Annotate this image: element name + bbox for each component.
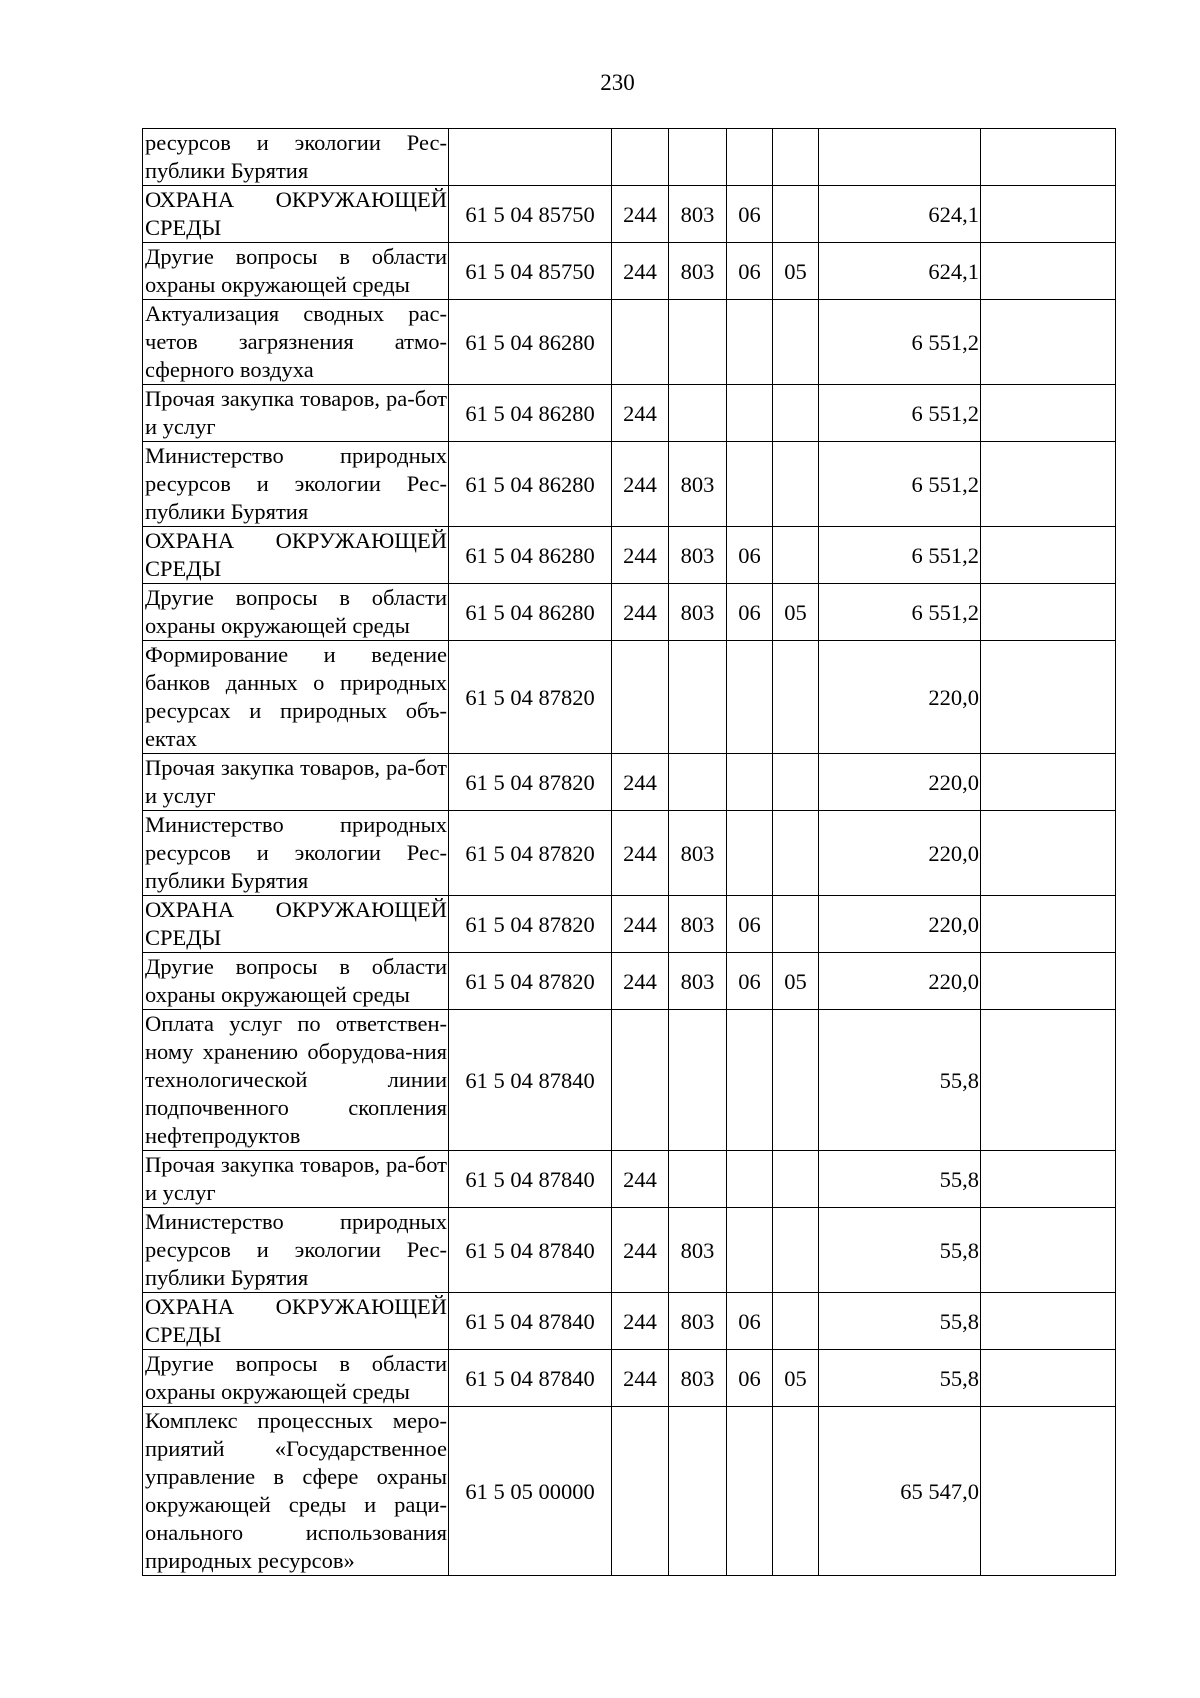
cell-ministry-code: 803 bbox=[669, 953, 727, 1010]
table-row bbox=[143, 300, 1116, 385]
cell-extra bbox=[981, 1010, 1116, 1151]
cell-section bbox=[727, 442, 773, 527]
table-row bbox=[143, 1151, 1116, 1208]
cell-subsection bbox=[773, 442, 819, 527]
cell-name bbox=[143, 1407, 449, 1576]
cell-subsection bbox=[773, 129, 819, 186]
cell-ministry-code: 803 bbox=[669, 1350, 727, 1407]
cell-ministry-code bbox=[669, 754, 727, 811]
cell-ministry-code bbox=[669, 385, 727, 442]
cell-extra bbox=[981, 1151, 1116, 1208]
cell-extra bbox=[981, 584, 1116, 641]
cell-extra bbox=[981, 1293, 1116, 1350]
cell-subsection: 05 bbox=[773, 953, 819, 1010]
table-row bbox=[143, 1293, 1116, 1350]
table-row bbox=[143, 584, 1116, 641]
cell-target-code: 61 5 04 87820 bbox=[449, 953, 612, 1010]
row-label: Другие вопросы в области охраны окружающей среды bbox=[145, 1351, 447, 1404]
cell-section bbox=[727, 1151, 773, 1208]
cell-ministry-code bbox=[669, 300, 727, 385]
cell-name bbox=[143, 1151, 449, 1208]
cell-subsection bbox=[773, 1407, 819, 1576]
page-number: 230 bbox=[600, 70, 635, 95]
cell-section bbox=[727, 1208, 773, 1293]
cell-expense-type: 244 bbox=[612, 385, 669, 442]
cell-subsection bbox=[773, 754, 819, 811]
cell-ministry-code: 803 bbox=[669, 896, 727, 953]
cell-amount: 220,0 bbox=[819, 754, 981, 811]
cell-subsection bbox=[773, 300, 819, 385]
table-row bbox=[143, 385, 1116, 442]
cell-expense-type: 244 bbox=[612, 442, 669, 527]
table-row bbox=[143, 641, 1116, 754]
table-row bbox=[143, 186, 1116, 243]
table-row bbox=[143, 1208, 1116, 1293]
cell-target-code: 61 5 04 86280 bbox=[449, 527, 612, 584]
cell-expense-type: 244 bbox=[612, 1293, 669, 1350]
cell-section: 06 bbox=[727, 896, 773, 953]
row-label: Прочая закупка товаров, ра-бот и услуг bbox=[145, 386, 447, 439]
cell-subsection bbox=[773, 1151, 819, 1208]
cell-name bbox=[143, 754, 449, 811]
table-row bbox=[143, 896, 1116, 953]
cell-name bbox=[143, 584, 449, 641]
cell-section: 06 bbox=[727, 953, 773, 1010]
cell-extra bbox=[981, 1350, 1116, 1407]
cell-subsection bbox=[773, 811, 819, 896]
cell-extra bbox=[981, 641, 1116, 754]
cell-name bbox=[143, 1010, 449, 1151]
cell-target-code: 61 5 04 87820 bbox=[449, 896, 612, 953]
cell-target-code: 61 5 04 87840 bbox=[449, 1293, 612, 1350]
table-row bbox=[143, 1407, 1116, 1576]
cell-extra bbox=[981, 129, 1116, 186]
cell-ministry-code bbox=[669, 1407, 727, 1576]
cell-name bbox=[143, 1293, 449, 1350]
table-row bbox=[143, 243, 1116, 300]
cell-expense-type bbox=[612, 641, 669, 754]
cell-target-code: 61 5 04 86280 bbox=[449, 385, 612, 442]
cell-extra bbox=[981, 754, 1116, 811]
cell-amount: 55,8 bbox=[819, 1208, 981, 1293]
cell-target-code: 61 5 04 87820 bbox=[449, 811, 612, 896]
cell-expense-type: 244 bbox=[612, 754, 669, 811]
cell-amount: 6 551,2 bbox=[819, 300, 981, 385]
cell-ministry-code bbox=[669, 641, 727, 754]
cell-expense-type: 244 bbox=[612, 243, 669, 300]
cell-target-code: 61 5 04 87840 bbox=[449, 1010, 612, 1151]
cell-extra bbox=[981, 953, 1116, 1010]
row-label: ОХРАНА ОКРУЖАЮЩЕЙ СРЕДЫ bbox=[145, 528, 447, 581]
cell-ministry-code: 803 bbox=[669, 186, 727, 243]
cell-target-code: 61 5 05 00000 bbox=[449, 1407, 612, 1576]
cell-ministry-code: 803 bbox=[669, 811, 727, 896]
cell-amount: 220,0 bbox=[819, 811, 981, 896]
cell-name bbox=[143, 442, 449, 527]
row-label: Министерство природных ресурсов и экологии Рес-публики Бурятия bbox=[145, 812, 447, 893]
cell-target-code: 61 5 04 85750 bbox=[449, 243, 612, 300]
cell-subsection bbox=[773, 186, 819, 243]
row-label: Прочая закупка товаров, ра-бот и услуг bbox=[145, 755, 447, 808]
table-row bbox=[143, 442, 1116, 527]
cell-expense-type: 244 bbox=[612, 527, 669, 584]
cell-amount: 624,1 bbox=[819, 243, 981, 300]
cell-section bbox=[727, 300, 773, 385]
cell-extra bbox=[981, 811, 1116, 896]
cell-extra bbox=[981, 385, 1116, 442]
cell-subsection bbox=[773, 1010, 819, 1151]
table-row bbox=[143, 953, 1116, 1010]
row-label: Министерство природных ресурсов и экологии Рес-публики Бурятия bbox=[145, 443, 447, 524]
row-label: ОХРАНА ОКРУЖАЮЩЕЙ СРЕДЫ bbox=[145, 1294, 447, 1347]
cell-name bbox=[143, 385, 449, 442]
cell-subsection bbox=[773, 1208, 819, 1293]
cell-name bbox=[143, 811, 449, 896]
cell-ministry-code: 803 bbox=[669, 584, 727, 641]
table-row bbox=[143, 811, 1116, 896]
cell-name bbox=[143, 186, 449, 243]
row-label: Другие вопросы в области охраны окружающей среды bbox=[145, 585, 447, 638]
cell-amount: 55,8 bbox=[819, 1293, 981, 1350]
cell-name bbox=[143, 129, 449, 186]
table-body bbox=[143, 129, 1116, 1576]
cell-amount: 55,8 bbox=[819, 1151, 981, 1208]
cell-amount: 6 551,2 bbox=[819, 385, 981, 442]
cell-section: 06 bbox=[727, 186, 773, 243]
cell-expense-type: 244 bbox=[612, 1151, 669, 1208]
cell-expense-type: 244 bbox=[612, 953, 669, 1010]
cell-section bbox=[727, 811, 773, 896]
cell-expense-type: 244 bbox=[612, 186, 669, 243]
cell-ministry-code bbox=[669, 1151, 727, 1208]
cell-extra bbox=[981, 1208, 1116, 1293]
cell-expense-type bbox=[612, 1407, 669, 1576]
row-label: ОХРАНА ОКРУЖАЮЩЕЙ СРЕДЫ bbox=[145, 897, 447, 950]
cell-subsection bbox=[773, 896, 819, 953]
cell-expense-type bbox=[612, 1010, 669, 1151]
table-row bbox=[143, 1350, 1116, 1407]
cell-section: 06 bbox=[727, 1350, 773, 1407]
cell-section bbox=[727, 641, 773, 754]
cell-amount: 55,8 bbox=[819, 1010, 981, 1151]
cell-section: 06 bbox=[727, 584, 773, 641]
cell-target-code: 61 5 04 87840 bbox=[449, 1350, 612, 1407]
cell-extra bbox=[981, 442, 1116, 527]
cell-extra bbox=[981, 186, 1116, 243]
cell-ministry-code: 803 bbox=[669, 1208, 727, 1293]
cell-subsection bbox=[773, 641, 819, 754]
cell-ministry-code bbox=[669, 1010, 727, 1151]
cell-name bbox=[143, 243, 449, 300]
cell-amount: 220,0 bbox=[819, 953, 981, 1010]
cell-section bbox=[727, 1010, 773, 1151]
cell-target-code: 61 5 04 87840 bbox=[449, 1151, 612, 1208]
cell-extra bbox=[981, 1407, 1116, 1576]
cell-target-code bbox=[449, 129, 612, 186]
row-label: Другие вопросы в области охраны окружающей среды bbox=[145, 954, 447, 1007]
cell-subsection: 05 bbox=[773, 243, 819, 300]
cell-amount: 65 547,0 bbox=[819, 1407, 981, 1576]
row-label: Оплата услуг по ответствен-ному хранению оборудова-ния технологической линии подпочвенного скопления нефтепродуктов bbox=[145, 1011, 447, 1148]
cell-name bbox=[143, 953, 449, 1010]
cell-amount: 624,1 bbox=[819, 186, 981, 243]
row-label: Прочая закупка товаров, ра-бот и услуг bbox=[145, 1152, 447, 1205]
cell-amount: 6 551,2 bbox=[819, 584, 981, 641]
cell-name bbox=[143, 1350, 449, 1407]
cell-extra bbox=[981, 300, 1116, 385]
cell-expense-type: 244 bbox=[612, 1350, 669, 1407]
cell-amount: 55,8 bbox=[819, 1350, 981, 1407]
cell-section bbox=[727, 754, 773, 811]
table-row bbox=[143, 527, 1116, 584]
cell-ministry-code: 803 bbox=[669, 243, 727, 300]
cell-target-code: 61 5 04 86280 bbox=[449, 584, 612, 641]
cell-subsection: 05 bbox=[773, 584, 819, 641]
cell-section bbox=[727, 129, 773, 186]
cell-ministry-code: 803 bbox=[669, 527, 727, 584]
cell-amount: 6 551,2 bbox=[819, 527, 981, 584]
cell-expense-type bbox=[612, 300, 669, 385]
cell-ministry-code: 803 bbox=[669, 442, 727, 527]
cell-expense-type bbox=[612, 129, 669, 186]
cell-ministry-code bbox=[669, 129, 727, 186]
cell-target-code: 61 5 04 85750 bbox=[449, 186, 612, 243]
cell-name bbox=[143, 641, 449, 754]
cell-extra bbox=[981, 896, 1116, 953]
cell-section bbox=[727, 385, 773, 442]
cell-amount: 220,0 bbox=[819, 896, 981, 953]
cell-name bbox=[143, 1208, 449, 1293]
cell-target-code: 61 5 04 87840 bbox=[449, 1208, 612, 1293]
cell-name bbox=[143, 896, 449, 953]
row-label: Министерство природных ресурсов и экологии Рес-публики Бурятия bbox=[145, 1209, 447, 1290]
cell-section bbox=[727, 1407, 773, 1576]
cell-ministry-code: 803 bbox=[669, 1293, 727, 1350]
cell-amount: 220,0 bbox=[819, 641, 981, 754]
cell-expense-type: 244 bbox=[612, 584, 669, 641]
cell-expense-type: 244 bbox=[612, 896, 669, 953]
cell-subsection bbox=[773, 1293, 819, 1350]
cell-extra bbox=[981, 243, 1116, 300]
cell-name bbox=[143, 527, 449, 584]
cell-target-code: 61 5 04 86280 bbox=[449, 300, 612, 385]
table-row bbox=[143, 1010, 1116, 1151]
cell-extra bbox=[981, 527, 1116, 584]
row-label: ресурсов и экологии Рес-публики Бурятия bbox=[145, 130, 447, 183]
table-row bbox=[143, 129, 1116, 186]
row-label: Актуализация сводных рас-четов загрязнения атмо-сферного воздуха bbox=[145, 301, 447, 382]
cell-section: 06 bbox=[727, 243, 773, 300]
row-label: ОХРАНА ОКРУЖАЮЩЕЙ СРЕДЫ bbox=[145, 187, 447, 240]
budget-table bbox=[142, 128, 1116, 1576]
cell-name bbox=[143, 300, 449, 385]
cell-amount: 6 551,2 bbox=[819, 442, 981, 527]
cell-subsection bbox=[773, 527, 819, 584]
cell-section: 06 bbox=[727, 1293, 773, 1350]
cell-subsection bbox=[773, 385, 819, 442]
cell-target-code: 61 5 04 87820 bbox=[449, 754, 612, 811]
row-label: Комплекс процессных меро-приятий «Государственное управление в сфере охраны окружающей среды и раци-онального использования природных ресурсов» bbox=[145, 1408, 447, 1573]
cell-expense-type: 244 bbox=[612, 811, 669, 896]
cell-expense-type: 244 bbox=[612, 1208, 669, 1293]
row-label: Формирование и ведение банков данных о природных ресурсах и природных объ-ектах bbox=[145, 642, 447, 751]
cell-target-code: 61 5 04 86280 bbox=[449, 442, 612, 527]
cell-subsection: 05 bbox=[773, 1350, 819, 1407]
row-label: Другие вопросы в области охраны окружающей среды bbox=[145, 244, 447, 297]
cell-section: 06 bbox=[727, 527, 773, 584]
cell-target-code: 61 5 04 87820 bbox=[449, 641, 612, 754]
cell-amount bbox=[819, 129, 981, 186]
table-row bbox=[143, 754, 1116, 811]
